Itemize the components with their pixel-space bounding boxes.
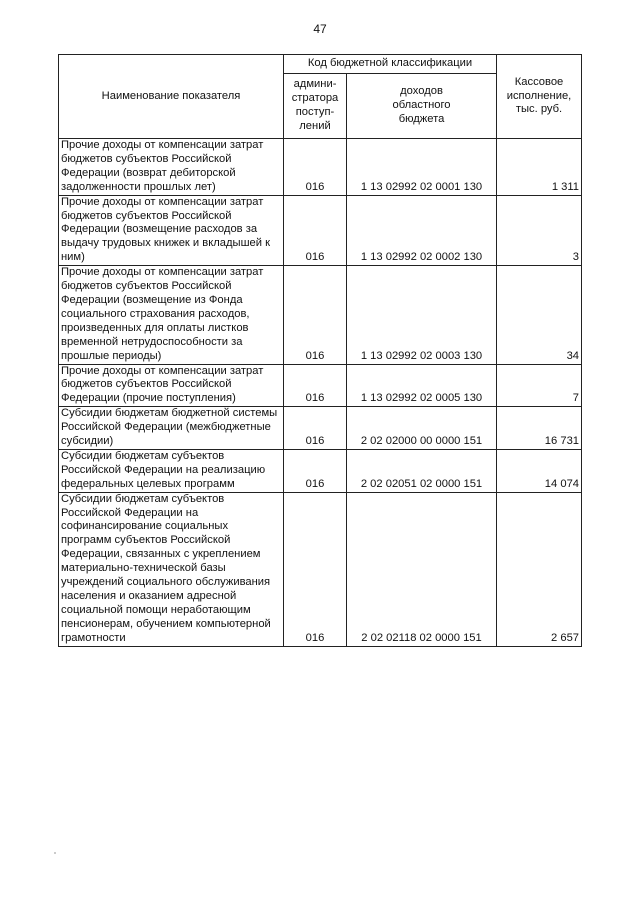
- row-income-code: 1 13 02992 02 0002 130: [347, 195, 497, 266]
- row-admin-code: 016: [284, 449, 347, 492]
- row-admin-code: 016: [284, 139, 347, 196]
- row-amount: 1 311: [497, 139, 582, 196]
- scan-speck: [54, 852, 56, 854]
- row-amount: 3: [497, 195, 582, 266]
- row-income-code: 1 13 02992 02 0005 130: [347, 364, 497, 407]
- row-name: Субсидии бюджетам субъектов Российской Федерации на реализацию федеральных целевых программ: [59, 449, 284, 492]
- table-row: [59, 449, 582, 492]
- row-amount: 14 074: [497, 449, 582, 492]
- row-name: Прочие доходы от компенсации затрат бюджетов субъектов Российской Федерации (прочие поступления): [59, 364, 284, 407]
- table-row: [59, 492, 582, 646]
- page-number: 47: [313, 22, 327, 36]
- row-name: Субсидии бюджетам бюджетной системы Российской Федерации (межбюджетные субсидии): [59, 407, 284, 450]
- row-admin-code: 016: [284, 492, 347, 646]
- header-name: Наименование показателя: [59, 55, 284, 139]
- budget-table: [58, 54, 582, 647]
- row-admin-code: 016: [284, 407, 347, 450]
- row-income-code: 1 13 02992 02 0003 130: [347, 266, 497, 364]
- row-amount: 2 657: [497, 492, 582, 646]
- row-admin-code: 016: [284, 364, 347, 407]
- row-income-code: 2 02 02051 02 0000 151: [347, 449, 497, 492]
- row-income-code: 1 13 02992 02 0001 130: [347, 139, 497, 196]
- table-row: [59, 407, 582, 450]
- row-amount: 34: [497, 266, 582, 364]
- row-admin-code: 016: [284, 266, 347, 364]
- row-admin-code: 016: [284, 195, 347, 266]
- header-amount: Кассовое исполнение, тыс. руб.: [497, 55, 582, 139]
- row-name: Прочие доходы от компенсации затрат бюджетов субъектов Российской Федерации (возврат дебиторской задолженности прошлых лет): [59, 139, 284, 196]
- row-name: Субсидии бюджетам субъектов Российской Федерации на софинансирование социальных программ субъектов Российской Федерации, связанных с укреплением материально-технической базы учреждений социального обслуживания населения и оказанием адресной социальной помощи неработающим пенсионерам, обучением компьютерной грамотности: [59, 492, 284, 646]
- table-row: [59, 195, 582, 266]
- table-row: [59, 139, 582, 196]
- row-amount: 7: [497, 364, 582, 407]
- table-row: [59, 364, 582, 407]
- row-income-code: 2 02 02118 02 0000 151: [347, 492, 497, 646]
- header-code-group: Код бюджетной классификации: [284, 55, 497, 74]
- header-admin: админи- стратора поступ- лений: [284, 74, 347, 139]
- header-income: доходов областного бюджета: [347, 74, 497, 139]
- row-amount: 16 731: [497, 407, 582, 450]
- row-name: Прочие доходы от компенсации затрат бюджетов субъектов Российской Федерации (возмещение из Фонда социального страхования расходов, произведенных для оплаты листков временной нетрудоспособности за прошлые периоды): [59, 266, 284, 364]
- row-income-code: 2 02 02000 00 0000 151: [347, 407, 497, 450]
- table-row: [59, 266, 582, 364]
- row-name: Прочие доходы от компенсации затрат бюджетов субъектов Российской Федерации (возмещение расходов за выдачу трудовых книжек и вкладышей к ним): [59, 195, 284, 266]
